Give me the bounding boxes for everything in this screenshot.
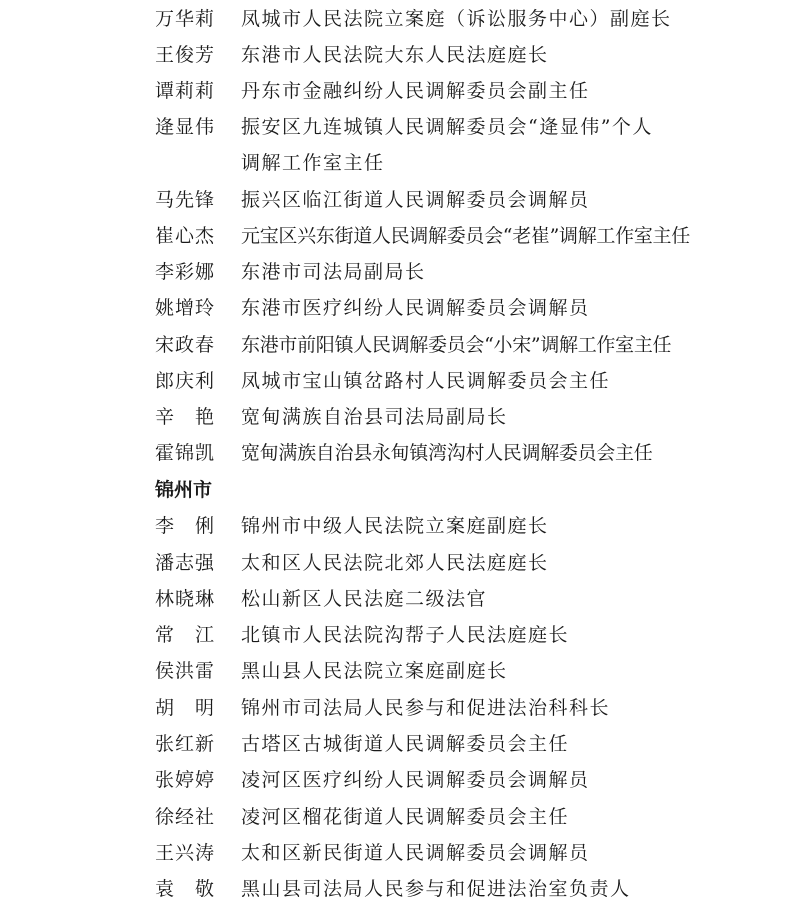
person-title: 古塔区古城街道人民调解委员会主任 — [241, 733, 570, 755]
list-item — [0, 254, 800, 290]
list-item — [0, 73, 800, 109]
person-name: 侯洪雷 — [155, 660, 216, 682]
person-name: 马先锋 — [155, 189, 216, 211]
list-item — [0, 762, 800, 798]
list-item-continuation — [0, 145, 800, 181]
person-title: 北镇市人民法院沟帮子人民法庭庭长 — [241, 624, 570, 646]
person-title: 东港市前阳镇人民调解委员会“小宋”调解工作室主任 — [241, 334, 672, 356]
list-item — [0, 109, 800, 145]
list-item — [0, 327, 800, 363]
person-title: 黑山县人民法院立案庭副庭长 — [241, 660, 508, 682]
person-title: 东港市人民法院大东人民法庭庭长 — [241, 44, 549, 66]
list-item — [0, 290, 800, 326]
list-item — [0, 799, 800, 835]
list-item — [0, 835, 800, 871]
person-title-continuation: 调解工作室主任 — [241, 152, 385, 174]
person-name: 逄显伟 — [155, 116, 216, 138]
list-item — [0, 508, 800, 544]
person-title: 凤城市人民法院立案庭（诉讼服务中心）副庭长 — [241, 8, 672, 30]
person-name: 林晓琳 — [155, 588, 216, 610]
person-title: 凤城市宝山镇岔路村人民调解委员会主任 — [241, 370, 611, 392]
person-title: 宽甸满族自治县司法局副局长 — [241, 406, 508, 428]
person-name: 王兴涛 — [155, 842, 216, 864]
person-title: 凌河区医疗纠纷人民调解委员会调解员 — [241, 769, 590, 791]
list-item — [0, 581, 800, 617]
person-name: 姚增玲 — [155, 297, 216, 319]
person-name: 万华莉 — [155, 8, 216, 30]
list-item — [0, 545, 800, 581]
person-name: 郎庆利 — [155, 370, 216, 392]
person-name: 霍锦凯 — [155, 442, 216, 464]
list-item — [0, 653, 800, 689]
person-name: 王俊芳 — [155, 44, 216, 66]
section-heading: 锦州市 — [155, 479, 213, 501]
person-name: 辛 艳 — [155, 406, 216, 428]
person-title: 锦州市司法局人民参与和促进法治科科长 — [241, 697, 611, 719]
person-name: 张红新 — [155, 733, 216, 755]
list-item — [0, 617, 800, 653]
list-item — [0, 363, 800, 399]
person-name: 常 江 — [155, 624, 216, 646]
person-title: 元宝区兴东街道人民调解委员会“老崔”调解工作室主任 — [241, 225, 690, 247]
person-title: 太和区新民街道人民调解委员会调解员 — [241, 842, 590, 864]
person-title: 振安区九连城镇人民调解委员会“逄显伟”个人 — [241, 116, 653, 138]
person-name: 谭莉莉 — [155, 80, 216, 102]
person-title: 东港市司法局副局长 — [241, 261, 426, 283]
list-item — [0, 690, 800, 726]
list-item — [0, 1, 800, 37]
list-item — [0, 435, 800, 471]
list-item — [0, 871, 800, 907]
list-item — [0, 399, 800, 435]
person-name: 徐经社 — [155, 806, 216, 828]
person-title: 锦州市中级人民法院立案庭副庭长 — [241, 515, 549, 537]
person-title: 宽甸满族自治县永甸镇湾沟村人民调解委员会主任 — [241, 442, 653, 464]
list-item — [0, 726, 800, 762]
person-name: 李彩娜 — [155, 261, 216, 283]
person-name: 李 俐 — [155, 515, 216, 537]
person-title: 黑山县司法局人民参与和促进法治室负责人 — [241, 878, 631, 900]
person-name: 张婷婷 — [155, 769, 216, 791]
person-title: 太和区人民法院北郊人民法庭庭长 — [241, 552, 549, 574]
person-name: 胡 明 — [155, 697, 216, 719]
person-name: 崔心杰 — [155, 225, 216, 247]
list-item — [0, 182, 800, 218]
person-title: 凌河区榴花街道人民调解委员会主任 — [241, 806, 570, 828]
person-title: 东港市医疗纠纷人民调解委员会调解员 — [241, 297, 590, 319]
list-item — [0, 218, 800, 254]
person-name: 潘志强 — [155, 552, 216, 574]
person-name: 袁 敬 — [155, 878, 216, 900]
list-item — [0, 37, 800, 73]
person-title: 振兴区临江街道人民调解委员会调解员 — [241, 189, 590, 211]
person-title: 丹东市金融纠纷人民调解委员会副主任 — [241, 80, 590, 102]
person-name: 宋政春 — [155, 334, 216, 356]
person-title: 松山新区人民法庭二级法官 — [241, 588, 488, 610]
